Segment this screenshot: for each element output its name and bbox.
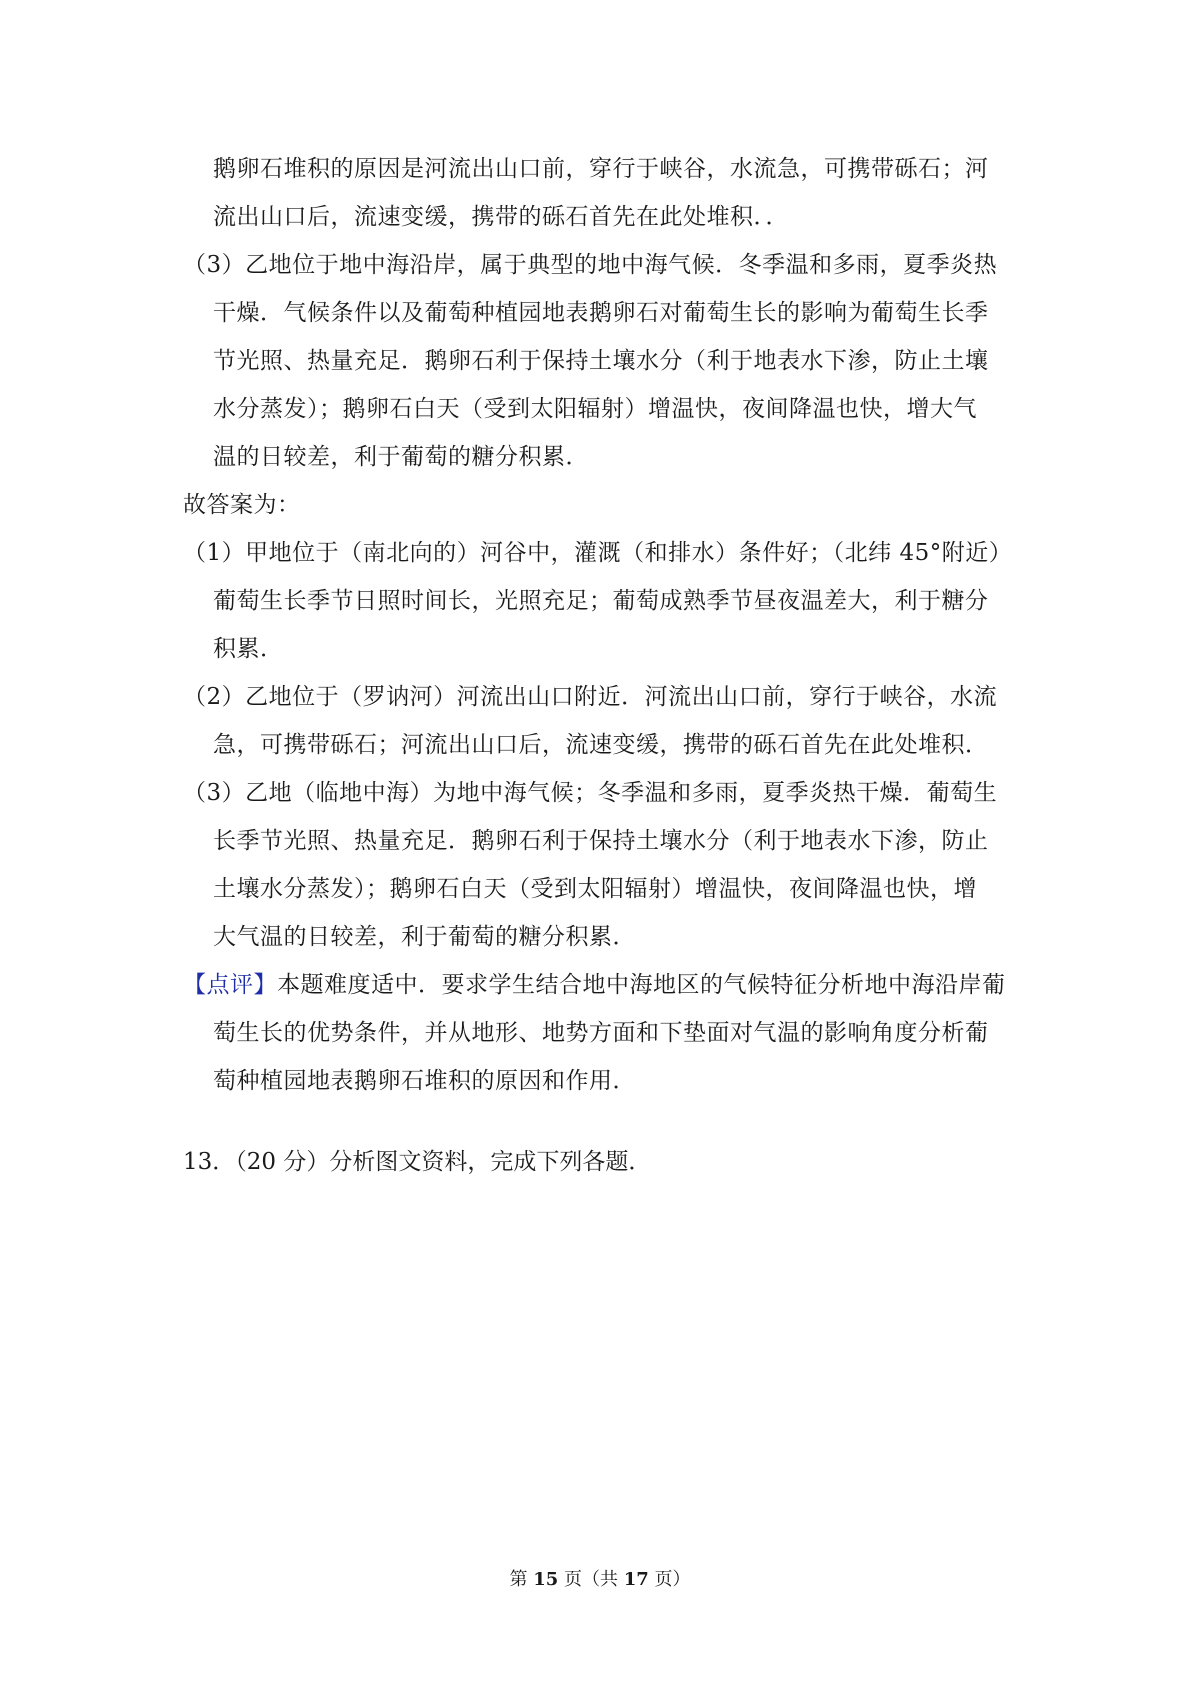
page-total: 17	[623, 1569, 649, 1590]
analysis-text-line: 水分蒸发）；鹅卵石白天（受到太阳辐射）增温快，夜间降温也快，增大气	[213, 396, 977, 422]
comment-text: 本题难度适中．要求学生结合地中海地区的气候特征分析地中海沿岸葡	[277, 972, 1006, 998]
analysis-text-line: 干燥．气候条件以及葡萄种植园地表鹅卵石对葡萄生长的影响为葡萄生长季	[213, 300, 989, 326]
comment-text-line: 萄生长的优势条件，并从地形、地势方面和下垫面对气温的影响角度分析葡	[213, 1020, 989, 1046]
answer-text-line: 葡萄生长季节日照时间长，光照充足；葡萄成熟季节昼夜温差大，利于糖分	[213, 588, 989, 614]
question-13: 13．（20 分）分析图文资料，完成下列各题．	[183, 1149, 652, 1175]
answer-item-3: （3）乙地（临地中海）为地中海气候；冬季温和多雨，夏季炎热干燥．葡萄生	[183, 780, 998, 806]
answer-text-line: 土壤水分蒸发）；鹅卵石白天（受到太阳辐射）增温快，夜间降温也快，增	[213, 876, 977, 902]
page-content	[183, 145, 1033, 1105]
analysis-text-line: 节光照、热量充足．鹅卵石利于保持土壤水分（利于地表水下渗，防止土壤	[213, 348, 989, 374]
answer-item-1: （1）甲地位于（南北向的）河谷中，灌溉（和排水）条件好；（北纬 45°附近）	[183, 540, 1013, 566]
page-number: 15	[533, 1569, 559, 1590]
footer-suffix: 页）	[648, 1569, 691, 1590]
analysis-text-line: 温的日较差，利于葡萄的糖分积累．	[213, 444, 589, 470]
answer-item-2: （2）乙地位于（罗讷河）河流出山口附近．河流出山口前，穿行于峡谷，水流	[183, 684, 998, 710]
answer-text-line: 大气温的日较差，利于葡萄的糖分积累．	[213, 924, 636, 950]
comment-first-line	[183, 961, 1033, 1009]
answer-heading: 故答案为：	[183, 492, 301, 518]
analysis-text-line: 流出山口后，流速变缓，携带的砾石首先在此处堆积．．	[213, 204, 789, 230]
answer-text-line: 长季节光照、热量充足．鹅卵石利于保持土壤水分（利于地表水下渗，防止	[213, 828, 989, 854]
page-footer	[0, 1568, 1200, 1592]
footer-middle: 页（共	[558, 1569, 624, 1590]
analysis-item-3: （3）乙地位于地中海沿岸，属于典型的地中海气候．冬季温和多雨，夏季炎热	[183, 252, 998, 278]
footer-prefix: 第	[509, 1569, 534, 1590]
analysis-text-line: 鹅卵石堆积的原因是河流出山口前，穿行于峡谷，水流急，可携带砾石；河	[213, 156, 989, 182]
comment-text-line: 萄种植园地表鹅卵石堆积的原因和作用．	[213, 1068, 636, 1094]
answer-text-line: 积累．	[213, 636, 284, 662]
answer-text-line: 急，可携带砾石；河流出山口后，流速变缓，携带的砾石首先在此处堆积．	[213, 732, 989, 758]
comment-tag: 【点评】	[183, 972, 277, 998]
